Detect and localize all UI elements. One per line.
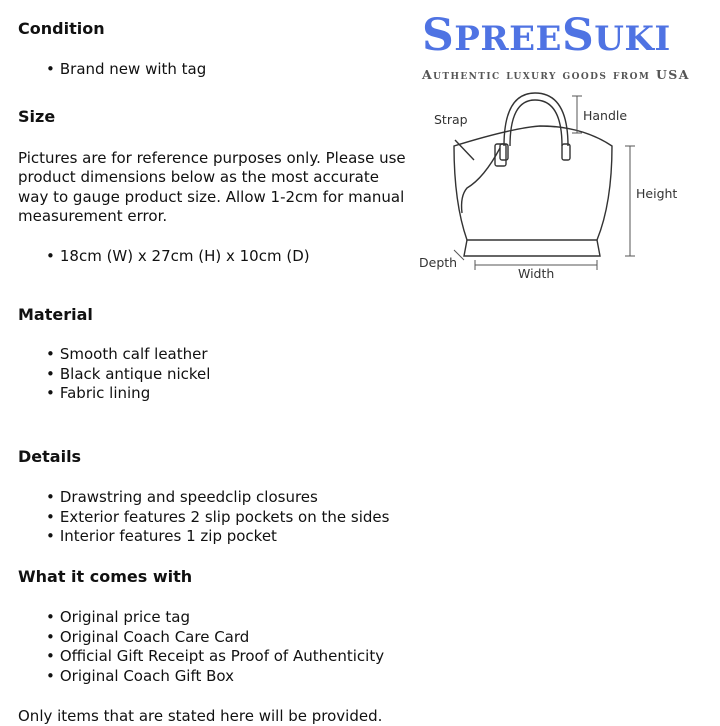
condition-heading: Condition [18, 19, 105, 38]
list-item: • Drawstring and speedclip closures [46, 488, 389, 508]
list-item: • 18cm (W) x 27cm (H) x 10cm (D) [46, 247, 310, 267]
material-heading: Material [18, 305, 93, 324]
logo-letter: S [561, 10, 595, 61]
bag-dimension-diagram [412, 88, 682, 288]
bag-strap [462, 148, 500, 213]
list-item: • Smooth calf leather [46, 345, 210, 365]
list-item: • Original price tag [46, 608, 384, 628]
height-label: Height [636, 186, 678, 201]
list-item: • Original Coach Gift Box [46, 667, 384, 687]
handle-clip-right [562, 144, 570, 160]
logo-tagline: Authentic luxury goods from USA [422, 67, 690, 82]
list-item: • Exterior features 2 slip pockets on the sides [46, 508, 389, 528]
details-heading: Details [18, 447, 82, 466]
comes-with-heading: What it comes with [18, 567, 193, 586]
handle-clip-left [500, 144, 508, 160]
list-item: • Fabric lining [46, 384, 210, 404]
list-item: • Black antique nickel [46, 365, 210, 385]
size-paragraph: Pictures are for reference purposes only. Please use product dimensions below as the most accurate way to gauge product size. Allow 1-2cm for manual measurement error. [18, 149, 406, 225]
list-item: • Official Gift Receipt as Proof of Authenticity [46, 647, 384, 667]
comes-with-list [46, 608, 384, 686]
details-list [46, 488, 389, 547]
bag-handle-inner [510, 100, 562, 146]
list-item: • Brand new with tag [46, 60, 206, 80]
spreesuki-logo [422, 10, 718, 82]
size-heading: Size [18, 107, 56, 126]
footer-note: Only items that are stated here will be provided. [18, 707, 383, 725]
bag-base [464, 240, 600, 256]
condition-list [46, 60, 206, 80]
logo-letter: S [422, 10, 455, 61]
depth-label: Depth [419, 255, 458, 270]
material-list [46, 345, 210, 404]
strap-label: Strap [434, 112, 468, 127]
logo-letters: UKI [594, 19, 671, 59]
logo-wordmark [422, 10, 718, 65]
list-item: • Original Coach Care Card [46, 628, 384, 648]
handle-label: Handle [583, 108, 628, 123]
size-list [46, 247, 310, 267]
bag-body-icon [454, 126, 612, 240]
list-item: • Interior features 1 zip pocket [46, 527, 389, 547]
logo-letters: PREE [454, 19, 562, 59]
width-label: Width [518, 266, 555, 281]
